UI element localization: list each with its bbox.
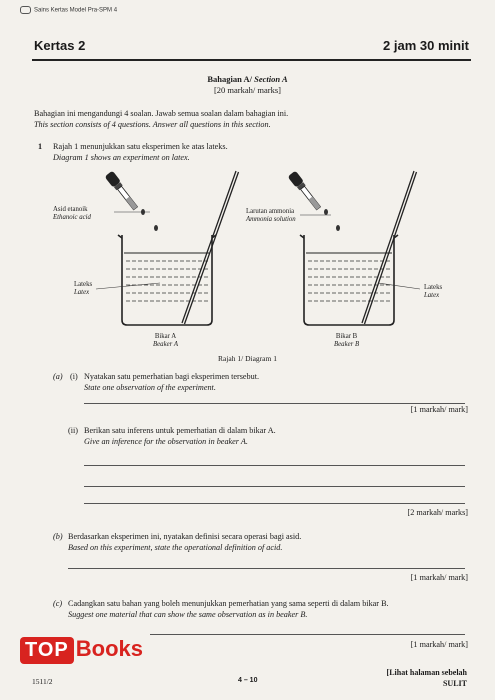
right-latex-ms: Lateks [424,284,443,291]
question-stem-ms: Rajah 1 menunjukkan satu eksperimen ke atas lateks. [53,142,228,151]
part-a-ii-en: Give an inference for the observation in beaker A. [84,437,248,446]
paper-code: 1511/2 [32,677,53,686]
part-b-marks: [1 markah/ mark] [410,573,468,582]
part-a-i-marks: [1 markah/ mark] [410,405,468,414]
latex-experiment-diagram [0,165,495,345]
page-number: 4 – 10 [238,677,258,684]
beaker-b [300,171,420,325]
beaker-a-en: Beaker A [153,341,178,348]
confidential-mark: SULIT [442,679,467,688]
section-title [0,74,495,84]
part-c-label: (c) [53,599,63,608]
answer-line[interactable] [84,465,465,466]
left-latex-label [74,281,92,297]
answer-line[interactable] [84,486,465,487]
diagram-caption: Rajah 1/ Diagram 1 [218,354,277,363]
part-c-ms: Cadangkan satu bahan yang boleh menunjukkan pemerhatian yang sama seperti di dalam bikar B. [68,599,389,608]
next-page-note: [Lihat halaman sebelah [386,668,467,677]
paper-title: Kertas 2 [34,38,86,53]
part-b-label: (b) [53,532,63,541]
right-reagent-en: Ammonia solution [246,216,296,223]
left-reagent-label [53,206,91,222]
answer-line[interactable] [150,634,465,635]
beaker-a-label [153,333,178,349]
answer-line[interactable] [84,503,465,504]
beaker-b-ms: Bikar B [335,333,358,340]
section-marks: [20 markah/ marks] [213,85,282,95]
question-stem-en: Diagram 1 shows an experiment on latex. [53,153,190,162]
section-title-ms: Bahagian A/ [207,74,253,84]
question-number: 1 [38,142,43,151]
part-a-label: (a) [53,372,63,381]
beaker-a [96,171,239,325]
beaker-b-en: Beaker B [334,341,360,348]
brand-books: Books [75,636,144,661]
part-a-i-label: (i) [70,372,78,381]
section-intro-en: This section consists of 4 questions. Answer all questions in this section. [34,120,271,129]
part-a-i-en: State one observation of the experiment. [84,383,216,392]
part-c-en: Suggest one material that can show the same observation as in beaker B. [68,610,308,619]
part-b-ms: Berdasarkan eksperimen ini, nyatakan definisi secara operasi bagi asid. [68,532,302,541]
answer-line[interactable] [68,568,465,569]
part-c-marks: [1 markah/ mark] [410,640,468,649]
right-reagent-ms: Larutan ammonia [246,208,295,215]
left-latex-ms: Lateks [74,281,93,288]
beaker-b-label [334,333,359,349]
right-reagent-label [246,208,296,224]
part-a-i-ms: Nyatakan satu pemerhatian bagi eksperimen tersebut. [84,372,260,381]
answer-line[interactable] [84,403,465,404]
left-dropper-icon [105,171,158,231]
series-text: Sains Kertas Model Pra-SPM 4 [34,7,118,14]
part-a-ii-marks: [2 markah/ marks] [407,508,468,517]
part-a-ii-label: (ii) [68,426,79,435]
brand-logo [20,636,143,664]
part-b-en: Based on this experiment, state the operational definition of acid. [68,543,283,552]
header-rule [32,59,471,61]
section-title-en: Section A [254,74,288,84]
section-intro-ms: Bahagian ini mengandungi 4 soalan. Jawab semua soalan dalam bahagian ini. [34,109,289,118]
duration: 2 jam 30 minit [383,38,469,53]
right-latex-label [424,284,442,300]
footer-right [387,667,467,689]
beaker-a-ms: Bikar A [154,333,177,340]
part-a-ii-ms: Berikan satu inferens untuk pemerhatian di dalam bikar A. [84,426,276,435]
left-reagent-ms: Asid etanoik [53,206,88,213]
brand-top: TOP [20,637,74,664]
series-header [20,6,117,14]
left-latex-en: Latex [74,289,90,296]
right-latex-en: Latex [424,292,440,299]
left-reagent-en: Ethanoic acid [53,214,91,221]
publisher-logo-icon [20,6,31,14]
